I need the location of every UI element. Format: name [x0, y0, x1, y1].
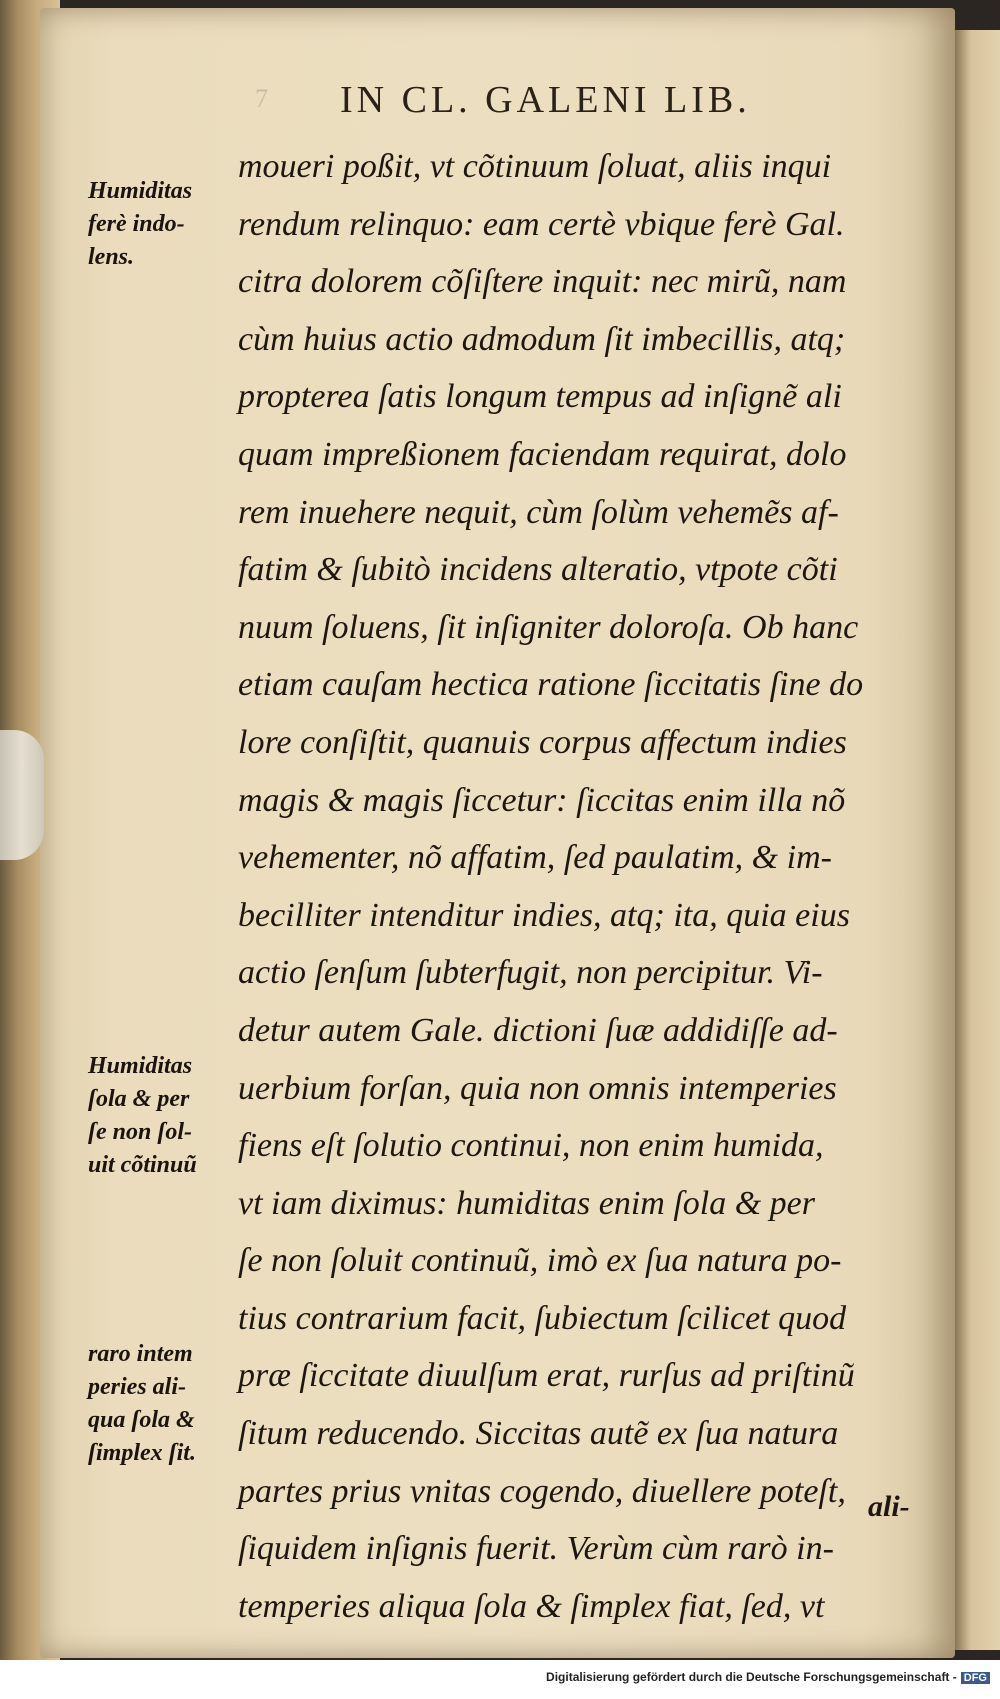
dfg-logo: DFG — [961, 1672, 990, 1684]
marginal-line: ſola & per — [88, 1086, 190, 1112]
text-line: vt iam diximus: humiditas enim ſola & per — [238, 1184, 816, 1222]
facing-page-edge — [955, 30, 1000, 1650]
marginal-line: raro intem — [88, 1341, 193, 1367]
text-line: propterea ſatis longum tempus ad inſignẽ ali — [238, 378, 842, 416]
text-line: rendum relinquo: eam certè vbique ferè Gal. — [238, 205, 845, 243]
text-line: moueri poßit, vt cõtinuum ſoluat, aliis inqui — [238, 148, 832, 185]
text-line: ſitum reducendo. Siccitas autẽ ex ſua natura — [238, 1415, 839, 1453]
marginal-note-2 — [88, 1050, 238, 1182]
text-line: ſe non ſoluit continuũ, imò ex ſua natura po- — [238, 1242, 842, 1280]
marginal-line: qua ſola & — [88, 1407, 195, 1433]
catchword: ali- — [868, 1490, 910, 1523]
text-line: detur autem Gale. dictioni ſuæ addidiſſe ad- — [238, 1011, 838, 1049]
marginal-line: peries ali- — [88, 1374, 186, 1400]
text-line: fatim & ſubitò incidens alteratio, vtpote cõti — [238, 551, 838, 589]
marginal-line: Humiditas — [88, 178, 193, 204]
page-clip — [0, 730, 44, 860]
marginal-line: lens. — [88, 244, 135, 270]
marginal-line: Humiditas — [88, 1053, 193, 1079]
text-line: vehementer, nõ affatim, ſed paulatim, & im- — [238, 839, 832, 877]
text-line: fiens eſt ſolutio continui, non enim humida, — [238, 1127, 824, 1165]
marginal-note-1 — [88, 175, 238, 274]
text-line: partes prius vnitas cogendo, diuellere poteſt, — [238, 1472, 846, 1510]
running-head — [255, 78, 751, 122]
marginal-line: ſe non ſol- — [88, 1119, 192, 1145]
marginal-line: ferè indo- — [88, 211, 185, 237]
text-line: magis & magis ſiccetur: ſiccitas enim illa nõ — [238, 781, 846, 819]
text-line: rem inuehere nequit, cùm ſolùm vehemẽs af- — [238, 493, 839, 531]
text-line: cùm huius actio admodum ſit imbecillis, atq; — [238, 320, 846, 358]
text-line: nuum ſoluens, ſit inſigniter doloroſa. Ob hanc — [238, 608, 859, 646]
text-line: quam impreßionem faciendam requirat, dolo — [238, 435, 847, 473]
digitization-credit — [546, 1670, 990, 1684]
credit-text: Digitalisierung gefördert durch die Deutsche Forschungsgemeinschaft - — [546, 1670, 957, 1684]
text-line: uerbium forſan, quia non omnis intemperies — [238, 1069, 837, 1107]
text-line: citra dolorem cõſiſtere inquit: nec mirũ, nam — [238, 263, 847, 301]
text-line: temperies aliqua ſola & ſimplex fiat, ſed, vt — [238, 1587, 825, 1625]
running-head-text: IN CL. GALENI LIB. — [340, 79, 751, 121]
text-line: ſiquidem inſignis fuerit. Verùm cùm rarò in- — [238, 1530, 834, 1568]
text-line: etiam cauſam hectica ratione ſiccitatis ſine do — [238, 666, 864, 704]
page-mark: 7 — [255, 84, 268, 113]
marginal-line: ſimplex ſit. — [88, 1440, 196, 1466]
text-line: lore conſiſtit, quanuis corpus affectum indies — [238, 723, 847, 761]
text-line: becilliter intenditur indies, atq; ita, quia eius — [238, 896, 850, 934]
marginal-note-3 — [88, 1338, 238, 1470]
body-text — [238, 138, 918, 1635]
text-line: tius contrarium facit, ſubiectum ſcilicet quod — [238, 1299, 847, 1337]
text-line: actio ſenſum ſubterfugit, non percipitur. Vi- — [238, 954, 823, 992]
text-line: præ ſiccitate diuulſum erat, rurſus ad priſtinũ — [238, 1357, 855, 1395]
marginal-line: uit cõtinuũ — [88, 1152, 197, 1178]
